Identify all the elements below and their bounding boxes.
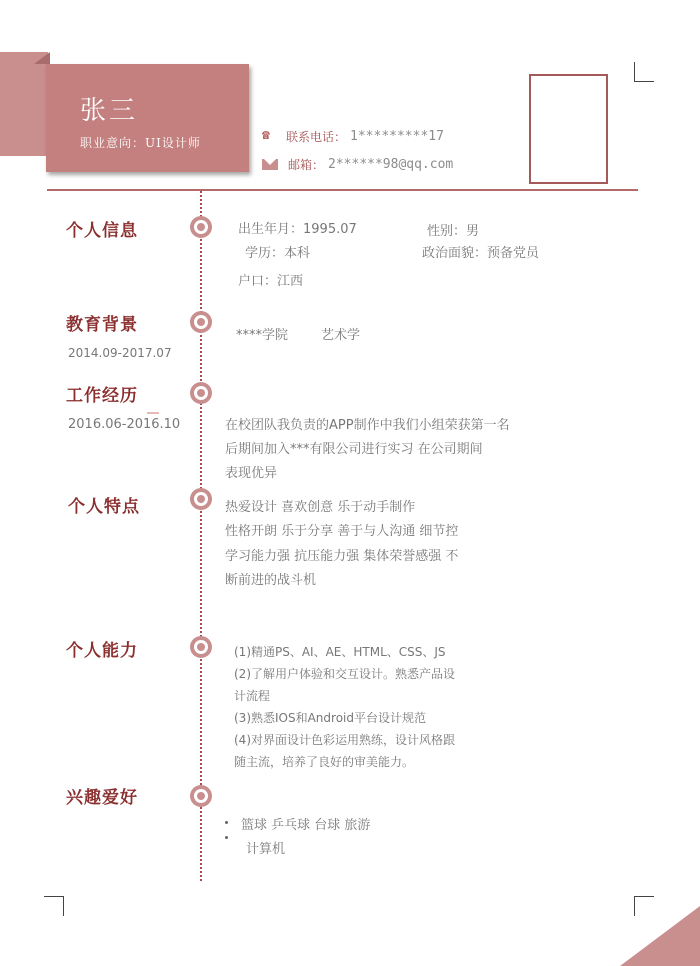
- section-title-hobbies: 兴趣爱好: [66, 788, 138, 808]
- work-line-3: 表现优异: [225, 466, 278, 481]
- corner-mark-top-right: [634, 62, 654, 82]
- job-intent: 职业意向：UI设计师: [80, 136, 201, 150]
- section-title-work: 工作经历: [66, 386, 138, 406]
- timeline-node-icon: [190, 382, 212, 404]
- skills-line-4: (3)熟悉IOS和Android平台设计规范: [234, 711, 426, 725]
- hobbies-line-2: 计算机: [246, 842, 286, 857]
- section-title-personal-info: 个人信息: [66, 221, 138, 241]
- mail-icon: [262, 159, 278, 170]
- phone-value: 1*********17: [350, 129, 444, 144]
- timeline-node-icon: [190, 636, 212, 658]
- phone-icon: [262, 130, 276, 144]
- school-name: ****学院: [236, 328, 289, 343]
- hobby-bullet: [225, 836, 228, 839]
- skills-line-5: (4)对界面设计色彩运用熟练，设计风格跟: [234, 733, 455, 747]
- email-row: [262, 156, 453, 173]
- traits-line-3: 学习能力强 抗压能力强 集体荣誉感强 不: [225, 549, 459, 564]
- timeline-node-icon: [190, 216, 212, 238]
- ribbon-fold-shadow: [34, 52, 50, 64]
- candidate-name: 张三: [80, 96, 139, 126]
- skills-line-1: (1)精通PS、AI、AE、HTML、CSS、JS: [234, 645, 446, 659]
- timeline-node-icon: [190, 785, 212, 807]
- work-line-2: 后期间加入***有限公司进行实习 在公司期间: [225, 442, 483, 457]
- hukou: 户口：江西: [238, 274, 304, 289]
- work-date: 2016.06-2016.10: [68, 417, 181, 432]
- skills-line-3: 计流程: [234, 689, 271, 703]
- traits-line-1: 热爱设计 喜欢创意 乐于动手制作: [225, 500, 416, 515]
- ribbon-fold: [0, 52, 48, 156]
- birth-date: 出生年月：1995.07: [238, 222, 357, 237]
- work-line-1: 在校团队我负责的APP制作中我们小组荣获第一名: [225, 418, 510, 433]
- corner-triangle-decoration: [620, 906, 700, 966]
- hobbies-line-1: 篮球 乒乓球 台球 旅游: [241, 818, 371, 833]
- header-divider: [47, 189, 638, 191]
- email-label: 邮箱：: [288, 158, 325, 172]
- skills-line-6: 随主流，培养了良好的审美能力。: [234, 755, 415, 769]
- gender: 性别：男: [427, 224, 480, 239]
- phone-row: [262, 128, 444, 145]
- timeline-node-icon: [190, 311, 212, 333]
- section-title-education: 教育背景: [66, 315, 138, 335]
- traits-line-4: 断前进的战斗机: [225, 573, 317, 588]
- phone-label: 联系电话：: [286, 130, 347, 144]
- hobby-bullet: [225, 821, 228, 824]
- traits-line-2: 性格开朗 乐于分享 善于与人沟通 细节控: [225, 524, 459, 539]
- timeline-node-icon: [190, 488, 212, 510]
- section-title-skills: 个人能力: [66, 641, 138, 661]
- small-mark: [147, 412, 159, 414]
- political-status: 政治面貌：预备党员: [422, 246, 540, 261]
- photo-placeholder: [529, 74, 608, 184]
- education-date: 2014.09-2017.07: [68, 346, 172, 360]
- education-level: 学历：本科: [245, 246, 311, 261]
- major: 艺术学: [321, 328, 361, 343]
- email-value: 2******98@qq.com: [328, 157, 454, 172]
- corner-mark-bottom-left: [44, 896, 64, 916]
- section-title-traits: 个人特点: [68, 497, 140, 517]
- name-card: [46, 64, 249, 172]
- timeline-line: [200, 191, 202, 881]
- skills-line-2: (2)了解用户体验和交互设计。熟悉产品设: [234, 667, 455, 681]
